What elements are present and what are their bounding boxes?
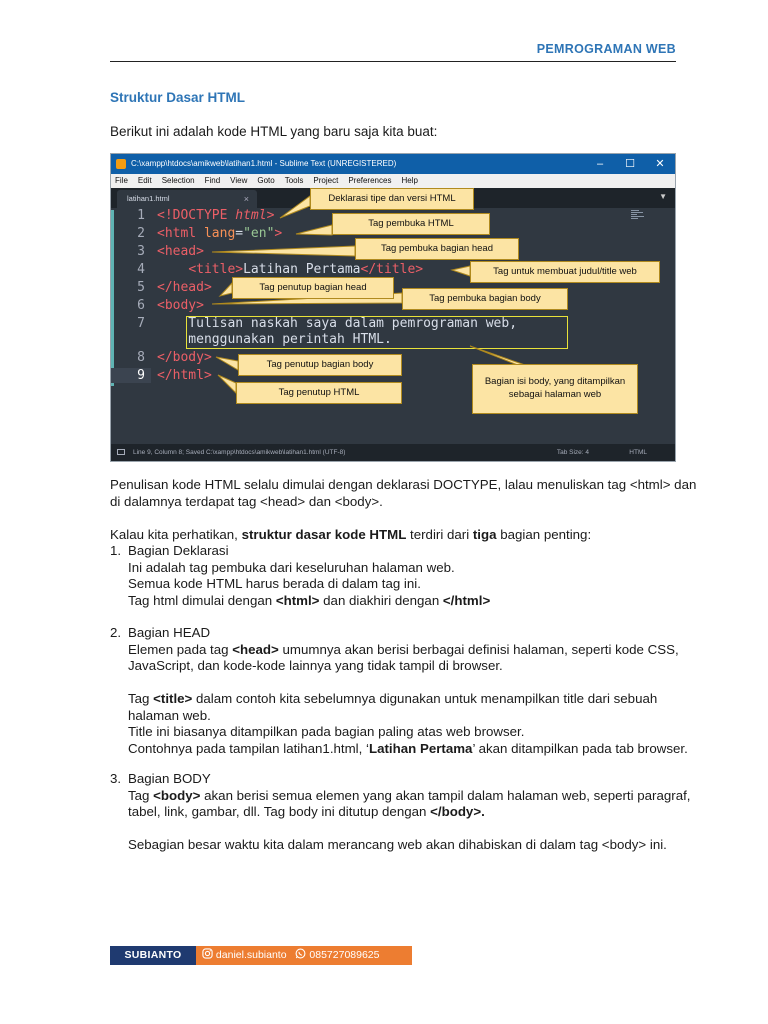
text-run-bold: </html> [442,592,491,608]
line-number: 1 [137,208,145,223]
code-token: </title> [360,262,424,277]
code-line-7a: Tulisan naskah saya dalam pemrograman web, [157,316,518,331]
code-line-8: </body> [157,350,212,365]
callout-head-close: Tag penutup bagian head [232,277,394,299]
list-item-line [128,804,690,821]
list-item-title: Bagian HEAD [128,625,211,640]
editor-window-title: C:\xampp\htdocs\amikweb\latihan1.html - Sublime Text (UNREGISTERED) [131,159,397,168]
line-number: 7 [137,316,145,331]
callout-html-close: Tag penutup HTML [236,382,402,404]
code-line-6: <body> [157,298,204,313]
callout-head-open: Tag pembuka bagian head [355,238,519,260]
list-item-line [128,642,688,659]
status-tab-size[interactable]: Tab Size: 4 [556,449,589,456]
intro-text: Berikut ini adalah kode HTML yang baru saja kita buat: [110,124,438,139]
editor-menubar [111,174,675,188]
line-number-active: 9 [111,368,151,383]
status-syntax[interactable]: HTML [629,449,647,456]
code-line-3: <head> [157,244,204,259]
text-run-bold: <head> [232,641,279,657]
maximize-icon[interactable]: ☐ [625,158,635,170]
menu-project[interactable]: Project [313,176,339,185]
text-run: Tag [128,787,154,803]
text-run: akan berisi semua elemen yang akan tampil dalam halaman web, seperti paragraf, [200,787,691,803]
spacer [128,821,690,838]
menu-file[interactable]: File [115,176,128,185]
line-number: 4 [137,262,145,277]
body-content-highlight [186,316,568,349]
sublime-app-icon [116,159,126,169]
code-token [157,262,188,277]
editor-statusbar [111,444,675,461]
menu-selection[interactable]: Selection [161,176,195,185]
list-item-line: JavaScript, dan kode-kode lainnya yang tidak tampil di browser. [128,658,503,673]
footer-instagram[interactable]: daniel.subianto [215,949,287,961]
code-line-2 [157,226,282,241]
text-run: Contohnya pada tampilan latihan1.html, ‘ [128,740,369,756]
code-token: <title> [188,262,244,277]
editor-titlebar [111,154,675,174]
section-title: Struktur Dasar HTML [110,90,246,105]
whatsapp-icon [295,948,306,959]
minimap[interactable] [631,210,645,224]
list-number: 1. [110,543,122,558]
line-number: 2 [137,226,145,241]
text-run-bold: Latihan Pertama [368,740,473,756]
menu-edit[interactable]: Edit [137,176,152,185]
window-controls [585,154,675,174]
instagram-icon [202,948,213,959]
tab-close-icon[interactable]: × [243,194,249,204]
callout-html-open: Tag pembuka HTML [332,213,490,235]
footer-phone[interactable]: 085727089625 [309,949,380,961]
tab-label: latihan1.html [127,194,170,203]
code-line-1 [157,208,274,223]
text-run: dalam contoh kita sebelumnya digunakan untuk menampilkan title dari sebuah [192,691,658,706]
code-token: lang [203,226,236,241]
text-run-bold: </body>. [430,804,485,819]
paragraph-1-line-1: Penulisan kode HTML selalu dimulai dengan deklarasi DOCTYPE, lalau menuliskan tag <html> dan [110,477,697,492]
line-number: 8 [137,350,145,365]
list-item-line [128,593,490,610]
text-run: bagian penting: [496,527,592,542]
close-icon[interactable]: ✕ [655,158,665,170]
text-run-bold: tiga [472,527,497,542]
text-run: Tag html dimulai dengan [128,592,276,608]
panel-toggle-icon[interactable] [117,449,125,455]
list-item-line: Title ini biasanya ditampilkan pada bagian paling atas web browser. [128,724,525,739]
code-line-9: </html> [157,368,212,383]
menu-goto[interactable]: Goto [257,176,275,185]
code-token: > [266,208,275,223]
line-number: 3 [137,244,145,259]
code-line-5: </head> [157,280,212,295]
code-token: <!DOCTYPE [157,208,236,223]
menu-help[interactable]: Help [401,176,418,185]
text-run: dan diakhiri dengan [319,592,443,608]
callout-body-close: Tag penutup bagian body [238,354,402,376]
list-item-3 [128,771,690,854]
text-run: Elemen pada tag [128,641,233,657]
status-position: Line 9, Column 8; Saved C:\xampp\htdocs\amikweb\latihan1.html (UTF-8) [133,449,346,456]
text-run: Tag [128,691,154,706]
list-number: 3. [110,771,122,786]
code-line-4 [157,262,423,277]
callout-body-open: Tag pembuka bagian body [402,288,568,310]
list-item-title: Bagian Deklarasi [128,543,229,558]
list-item-2 [128,625,688,757]
spacer [128,675,688,692]
footer-author: SUBIANTO [110,946,196,965]
list-item-line: Semua kode HTML harus berada di dalam tag ini. [128,576,421,591]
code-line-7b: menggunakan perintah HTML. [157,332,392,347]
code-token: "en" [243,226,275,241]
text-run-bold: struktur dasar kode HTML [241,527,407,542]
header-title: PEMROGRAMAN WEB [536,42,676,56]
code-token: Latihan Pertama [243,262,361,277]
header-rule [110,61,676,62]
minimize-icon[interactable]: – [596,158,604,170]
menu-view[interactable]: View [230,176,248,185]
code-token: html [235,208,267,223]
line-number: 6 [137,298,145,313]
callout-doctype: Deklarasi tipe dan versi HTML [310,188,474,210]
menu-preferences[interactable]: Preferences [348,176,392,185]
text-run: ’ akan ditampilkan pada tab browser. [472,740,688,756]
list-item-line: halaman web. [128,707,211,723]
text-run-bold: <html> [275,592,320,608]
line-number: 5 [137,280,145,295]
code-token: <html [157,226,204,241]
text-run: terdiri dari [406,527,473,542]
code-token: = [235,226,244,241]
menu-find[interactable]: Find [204,176,221,185]
menu-tools[interactable]: Tools [284,176,304,185]
list-item-1 [128,543,490,609]
code-token: > [274,226,283,241]
text-run-bold: <title> [153,691,193,706]
text-run: umumnya akan berisi berbagai definisi halaman, seperti kode CSS, [278,641,679,657]
text-run: tabel, link, gambar, dll. Tag body ini ditutup dengan [128,804,431,819]
list-item-line [128,691,688,708]
paragraph-1-line-2: di dalamnya terdapat tag <head> dan <body>. [110,494,383,509]
paragraph-2 [110,527,591,544]
list-item-line [128,741,688,758]
tab-dropdown-icon[interactable]: ▼ [659,192,667,201]
list-number: 2. [110,625,122,640]
list-item-line: Ini adalah tag pembuka dari keseluruhan halaman web. [128,559,455,575]
list-item-title: Bagian BODY [128,771,211,786]
footer-contact [196,946,412,965]
callout-body-content: Bagian isi body, yang ditampilkan sebagai halaman web [472,364,638,414]
list-item-line: Sebagian besar waktu kita dalam merancang web akan dihabiskan di dalam tag <body> ini. [128,837,667,852]
tab-latihan1[interactable] [117,190,257,208]
text-run: Kalau kita perhatikan, [110,527,242,542]
callout-title: Tag untuk membuat judul/title web [470,261,660,283]
text-run-bold: <body> [153,787,201,803]
footer [110,946,412,965]
list-item-line [128,788,690,805]
